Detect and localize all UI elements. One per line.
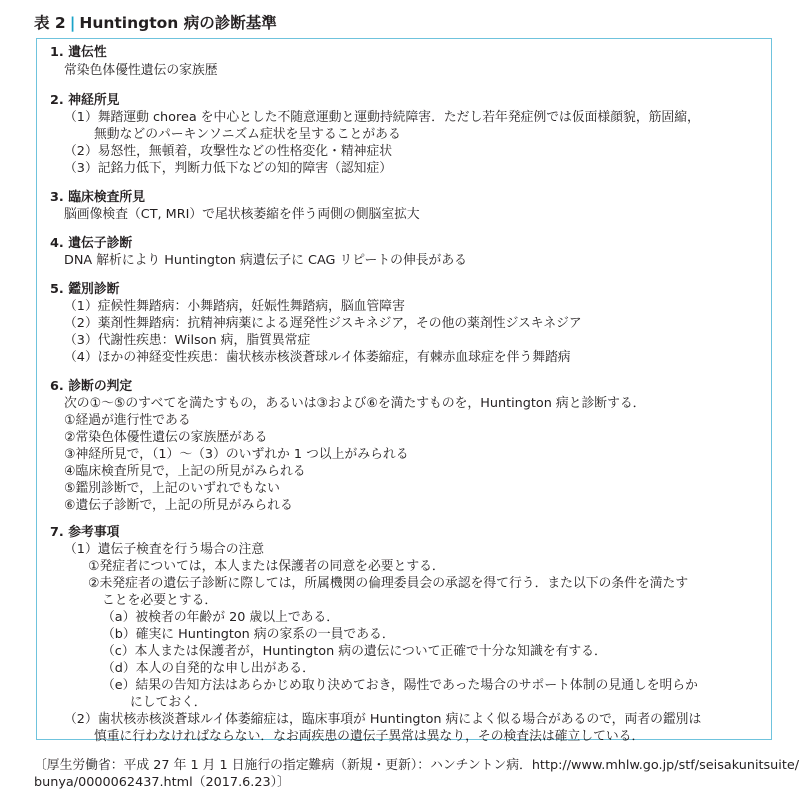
section-2-line: （3）記銘力低下，判断力低下などの知的障害（認知症） <box>64 161 393 176</box>
section-7-line: （b）確実に Huntington 病の家系の一員である． <box>102 627 395 642</box>
section-2-heading: 2. 神経所見 <box>50 93 120 108</box>
section-6-line: ⑥遺伝子診断で，上記の所見がみられる <box>64 498 293 513</box>
section-1-line: 常染色体優性遺伝の家族歴 <box>64 63 218 78</box>
section-1-heading: 1. 遺伝性 <box>50 45 107 60</box>
section-3-heading: 3. 臨床検査所見 <box>50 190 146 205</box>
section-6-line: 次の①～⑤のすべてを満たすもの，あるいは③および⑥を満たすものを，Huntington 病と診断する． <box>64 396 646 411</box>
section-6-line: ④臨床検査所見で，上記の所見がみられる <box>64 464 306 479</box>
section-6-line: ①経過が進行性である <box>64 413 191 428</box>
section-5-heading: 5. 鑑別診断 <box>50 282 120 297</box>
section-7-line: にしておく． <box>130 695 207 710</box>
source-citation: 〔厚生労働省：平成 27 年 1 月 1 日施行の指定難病（新規・更新）：ハンチントン病．http://www.mhlw.go.jp/stf/seisakunitsuite/ <box>34 758 800 773</box>
section-7-line: （e）結果の告知方法はあらかじめ取り決めておき，陽性であった場合のサポート体制の見通しを明らか <box>102 678 698 693</box>
section-2-line: 無動などのパーキンソニズム症状を呈することがある <box>94 127 401 142</box>
table-title <box>34 11 277 33</box>
section-7-line: ②未発症者の遺伝子診断に際しては，所属機関の倫理委員会の承認を得て行う．また以下の条件を満たす <box>88 576 689 591</box>
section-4-heading: 4. 遺伝子診断 <box>50 236 133 251</box>
section-7-line: （1）遺伝子検査を行う場合の注意 <box>64 542 265 557</box>
table-title-text: Huntington 病の診断基準 <box>79 14 277 32</box>
section-7-line: （d）本人の自発的な申し出がある． <box>102 661 315 676</box>
section-7-line: （a）被検者の年齢が 20 歳以上である． <box>102 610 340 625</box>
source-citation-cont: bunya/0000062437.html（2017.6.23）〕 <box>34 775 290 790</box>
section-6-heading: 6. 診断の判定 <box>50 379 133 394</box>
section-5-line: （4）ほかの神経変性疾患：歯状核赤核淡蒼球ルイ体萎縮症，有棘赤血球症を伴う舞踏病 <box>64 350 571 365</box>
section-6-line: ②常染色体優性遺伝の家族歴がある <box>64 430 268 445</box>
title-separator: | <box>69 14 76 32</box>
section-6-line: ⑤鑑別診断で，上記のいずれでもない <box>64 481 280 496</box>
section-7-heading: 7. 参考事項 <box>50 525 120 540</box>
table-label: 表 2 <box>34 14 66 32</box>
section-7-line: ①発症者については，本人または保護者の同意を必要とする． <box>88 559 445 574</box>
section-4-line: DNA 解析により Huntington 病遺伝子に CAG リピートの伸長がある <box>64 253 467 268</box>
section-2-line: （1）舞踏運動 chorea を中心とした不随意運動と運動持続障害．ただし若年発症例では仮面様顔貌，筋固縮， <box>64 110 700 125</box>
section-5-line: （3）代謝性疾患：Wilson 病，脂質異常症 <box>64 333 311 348</box>
section-7-line: （2）歯状核赤核淡蒼球ルイ体萎縮症は，臨床事項が Huntington 病によく似る場合があるので，両者の鑑別は <box>64 712 702 727</box>
section-6-line: ③神経所見で，（1）～（3）のいずれか 1 つ以上がみられる <box>64 447 409 462</box>
section-7-line: ことを必要とする． <box>102 593 218 608</box>
section-7-line: （c）本人または保護者が，Huntington 病の遺伝について正確で十分な知識を有する． <box>102 644 607 659</box>
section-7-line: 慎重に行わなければならない．なお両疾患の遺伝子異常は異なり，その検査法は確立している． <box>94 729 645 744</box>
section-5-line: （2）薬剤性舞踏病：抗精神病薬による遅発性ジスキネジア，その他の薬剤性ジスキネジア <box>64 316 582 331</box>
section-2-line: （2）易怒性，無頓着，攻撃性などの性格変化・精神症状 <box>64 144 393 159</box>
section-3-line: 脳画像検査（CT, MRI）で尾状核萎縮を伴う両側の側脳室拡大 <box>64 207 420 222</box>
section-5-line: （1）症候性舞踏病：小舞踏病，妊娠性舞踏病，脳血管障害 <box>64 299 405 314</box>
